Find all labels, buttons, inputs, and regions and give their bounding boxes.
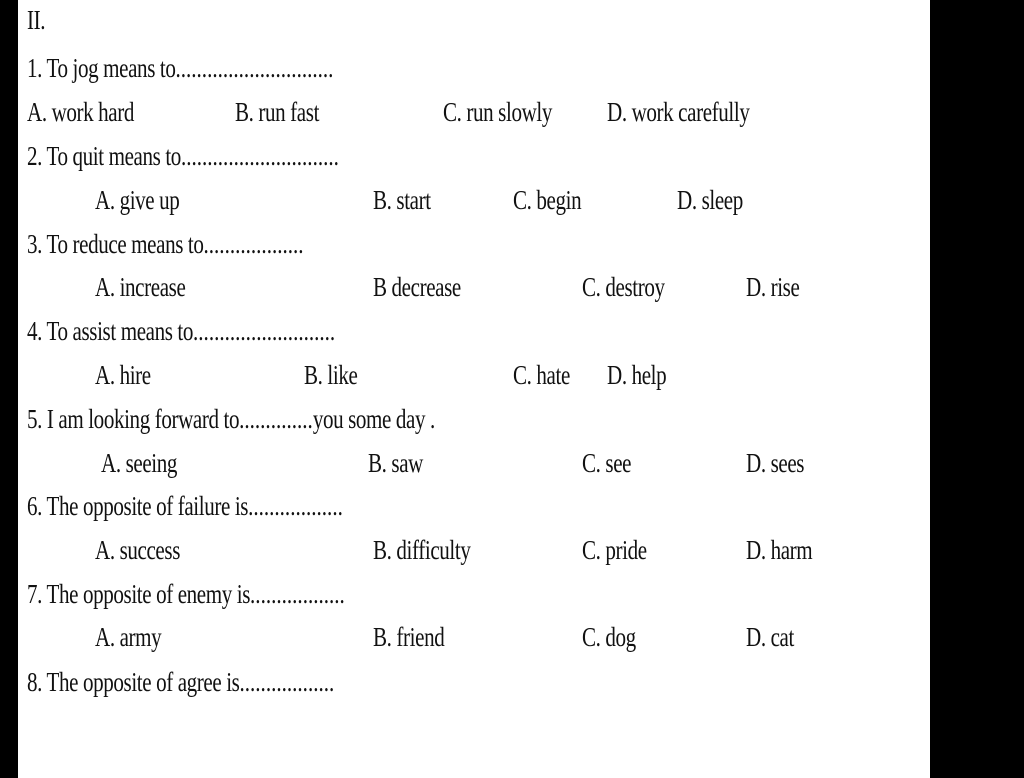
worksheet-page xyxy=(18,0,930,778)
question-1-option-d: D. work carefully xyxy=(607,97,750,127)
question-4-blank: ........................... xyxy=(193,316,336,346)
question-6-text: 6. The opposite of failure is xyxy=(27,491,249,521)
question-6-blank: .................. xyxy=(248,491,343,521)
question-3-stem xyxy=(27,228,304,260)
question-2-option-b: B. start xyxy=(373,185,431,215)
question-6-option-d: D. harm xyxy=(746,535,813,565)
question-3-blank: ................... xyxy=(203,229,304,259)
question-3-option-b: B decrease xyxy=(373,272,461,302)
question-1-text: 1. To jog means to xyxy=(27,53,176,83)
question-8-blank: .................. xyxy=(239,667,335,697)
question-2-stem xyxy=(27,140,339,172)
question-7-option-d: D. cat xyxy=(746,622,794,652)
question-2-blank: .............................. xyxy=(180,141,339,171)
question-4-option-b: B. like xyxy=(304,360,358,390)
question-1-blank: .............................. xyxy=(175,53,334,83)
question-2-option-d: D. sleep xyxy=(677,185,743,215)
question-7-option-b: B. friend xyxy=(373,622,445,652)
question-2-text: 2. To quit means to xyxy=(27,141,181,171)
question-6-option-b: B. difficulty xyxy=(373,535,471,565)
question-4-option-a: A. hire xyxy=(95,360,151,390)
question-3-option-c: C. destroy xyxy=(582,272,665,302)
question-3-option-a: A. increase xyxy=(95,272,186,302)
question-5-blank: .............. xyxy=(239,404,313,434)
question-2-option-a: A. give up xyxy=(95,185,180,215)
question-3-text: 3. To reduce means to xyxy=(27,229,204,259)
question-4-option-d: D. help xyxy=(607,360,667,390)
question-7-option-c: C. dog xyxy=(582,622,636,652)
question-4-stem xyxy=(27,315,335,347)
question-5-text-tail: you some day . xyxy=(312,404,435,434)
question-6-option-a: A. success xyxy=(95,535,181,565)
question-7-stem xyxy=(27,578,345,610)
question-6-option-c: C. pride xyxy=(582,535,647,565)
question-1-option-a: A. work hard xyxy=(27,97,135,127)
question-7-blank: .................. xyxy=(250,579,345,609)
question-6-stem xyxy=(27,490,343,522)
question-5-option-d: D. sees xyxy=(746,448,805,478)
question-2-option-c: C. begin xyxy=(513,185,582,215)
question-5-text: 5. I am looking forward to xyxy=(27,404,240,434)
question-3-option-d: D. rise xyxy=(746,272,800,302)
question-1-option-c: C. run slowly xyxy=(443,97,553,127)
question-1-option-b: B. run fast xyxy=(235,97,320,127)
question-8-text: 8. The opposite of agree is xyxy=(27,667,240,697)
question-1-stem xyxy=(27,52,333,84)
question-7-text: 7. The opposite of enemy is xyxy=(27,579,251,609)
question-5-option-c: C. see xyxy=(582,448,632,478)
question-8-stem xyxy=(27,666,334,698)
question-4-option-c: C. hate xyxy=(513,360,570,390)
question-4-text: 4. To assist means to xyxy=(27,316,194,346)
section-heading: II. xyxy=(27,5,46,35)
question-5-option-a: A. seeing xyxy=(101,448,178,478)
question-5-stem xyxy=(27,403,435,435)
question-7-option-a: A. army xyxy=(95,622,162,652)
question-5-option-b: B. saw xyxy=(368,448,423,478)
